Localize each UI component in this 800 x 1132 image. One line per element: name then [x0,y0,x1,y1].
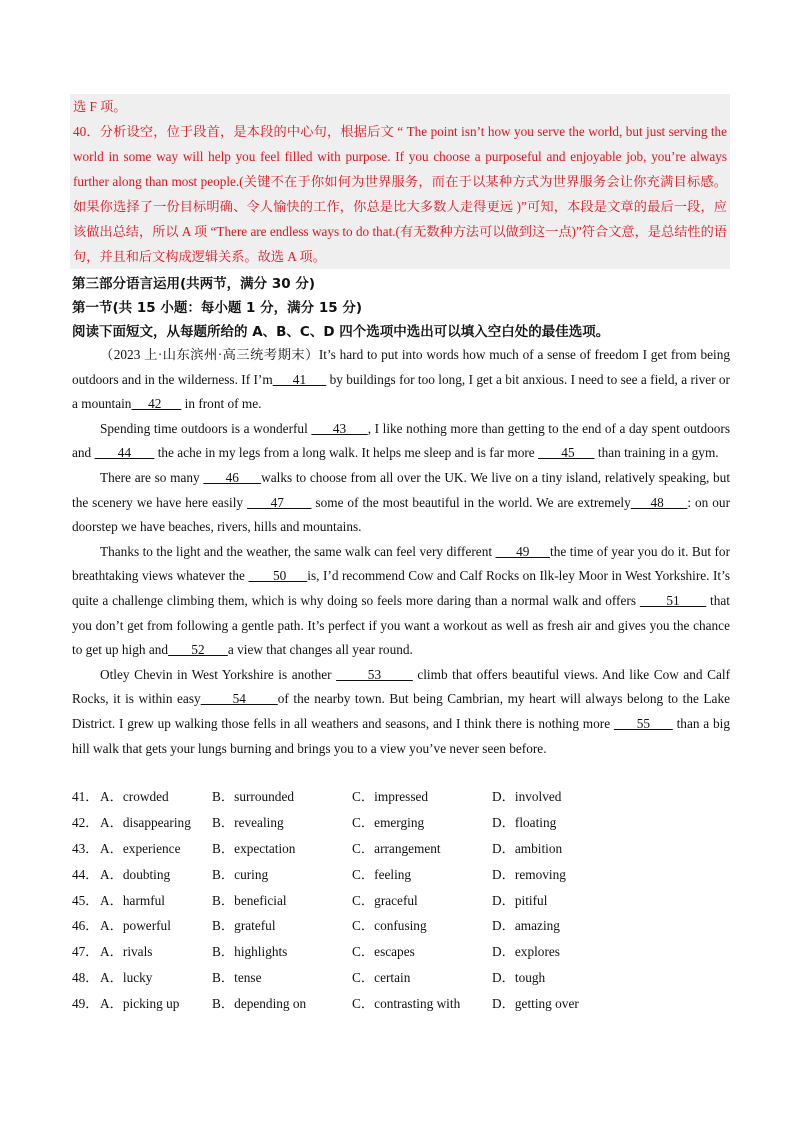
options-list [72,784,732,1017]
blank-49: 49 [495,543,551,559]
option-row: 45． A．harmful B．beneficial C．graceful D．pitiful [72,892,548,908]
paragraph-3: There are so many 46 walks to choose from all over the UK. We live on a tiny island, relatively speaking, but the scenery we have here easily 47 some of the most beautiful in the world. We are extremely 48 : on our doorstep we have beaches, rivers, hills and mountains. [72,469,731,535]
answer-q40-explanation: 40．分析设空，位于段首，是本段的中心句，根据后文 “ The point isn’t how you serve the world, but just serving the world in some way will help you feel filled with purpose. If you choose a purposeful and enjoyable job, you’re always further along than most people.(关键不在于你如何为世界服务，而在于以某种方式为世界服务会让你充满目标感。如果你选择了一份目标明确、令人愉快的工作，你总是比大多数人走得更远 )”可知，本段是文章的最后一段，应该做出总结，所以 A 项 “There are endless ways to do that.(有无数种方法可以做到这一点)”符合文意，是总结性的语句，并且和后文构成逻辑关系。故选 A 项。 [73,124,727,264]
option-row: 44． A．doubting B．curing C．feeling D．removing [72,866,566,882]
part-three-heading: 第三部分语言运用(共两节，满分 30 分) [72,276,316,292]
blank-50: 50 [248,568,308,584]
blank-41: 41 [272,371,327,387]
blank-51: 51 [639,592,707,608]
paragraph-5: Otley Chevin in West Yorkshire is another 53 climb that offers beautiful views. And like Cow and Calf Rocks, it is within easy 54 of the nearby town. But being Cambrian, my heart will always belong to the Lake District. I grew up walking those fells in all weathers and seasons, and I think there is nothing more 55 than a big hill walk that gets your lungs burning and brings you to a view you’ve never seen before. [72,666,731,756]
blank-47: 47 [246,494,312,510]
blank-55: 55 [613,715,673,731]
option-row: 49． A．picking up B．depending on C．contrasting with D．getting over [72,996,579,1012]
answer-line-prev: 选 F 项。 [73,99,127,114]
blank-54: 54 [200,691,278,707]
option-row: 42． A．disappearing B．revealing C．emerging D．floating [72,814,557,830]
blank-52: 52 [168,642,228,658]
blank-48: 48 [630,494,688,510]
option-row: 47． A．rivals B．highlights C．escapes D．explores [72,944,560,960]
section-one-heading: 第一节(共 15 小题：每小题 1 分，满分 15 分) [72,300,363,316]
blank-45: 45 [538,445,595,461]
blank-46: 46 [203,469,262,485]
blank-44: 44 [94,445,155,461]
instruction-text: 阅读下面短文，从每题所给的 A、B、C、D 四个选项中选出可以填入空白处的最佳选项。 [72,324,610,340]
blank-53: 53 [336,666,413,682]
paragraph-4: Thanks to the light and the weather, the same walk can feel very different 49 the time of year you do it. But for breathtaking views whatever the 50 is, I’d recommend Cow and Calf Rocks on Ilk-ley Moor in West Yorkshire. It’s quite a challenge climbing them, which is why doing so feels more daring than a normal walk and offers 51 that you don’t get from following a gentle path. It’s perfect if you want a workout as well as fresh air and gives you the chance to get up high and 52 a view that changes all year round. [72,543,731,658]
option-row: 43． A．experience B．expectation C．arrangement D．ambition [72,840,563,856]
paragraph-1: （2023 上·山东滨州·高三统考期末）It’s hard to put into words how much of a sense of freedom I get from being outdoors and in the wilderness. If I’m 41 by buildings for too long, I get a bit anxious. I need to see a field, a river or a mountain 42 in front of me. [72,347,730,412]
paragraph-2: Spending time outdoors is a wonderful 43 , I like nothing more than getting to the end of a day spent outdoors and 44 the ache in my legs from a long walk. It helps me sleep and is far more 45 than training in a gym. [72,420,730,461]
option-row: 46． A．powerful B．grateful C．confusing D．amazing [72,918,560,934]
option-row: 41． A．crowded B．surrounded C．impressed D．involved [72,789,562,804]
blank-42: 42 [131,396,182,412]
blank-43: 43 [311,420,368,436]
option-row: 48． A．lucky B．tense C．certain D．tough [72,970,546,986]
cloze-passage [72,343,730,761]
answer-explanation-box [70,94,730,269]
